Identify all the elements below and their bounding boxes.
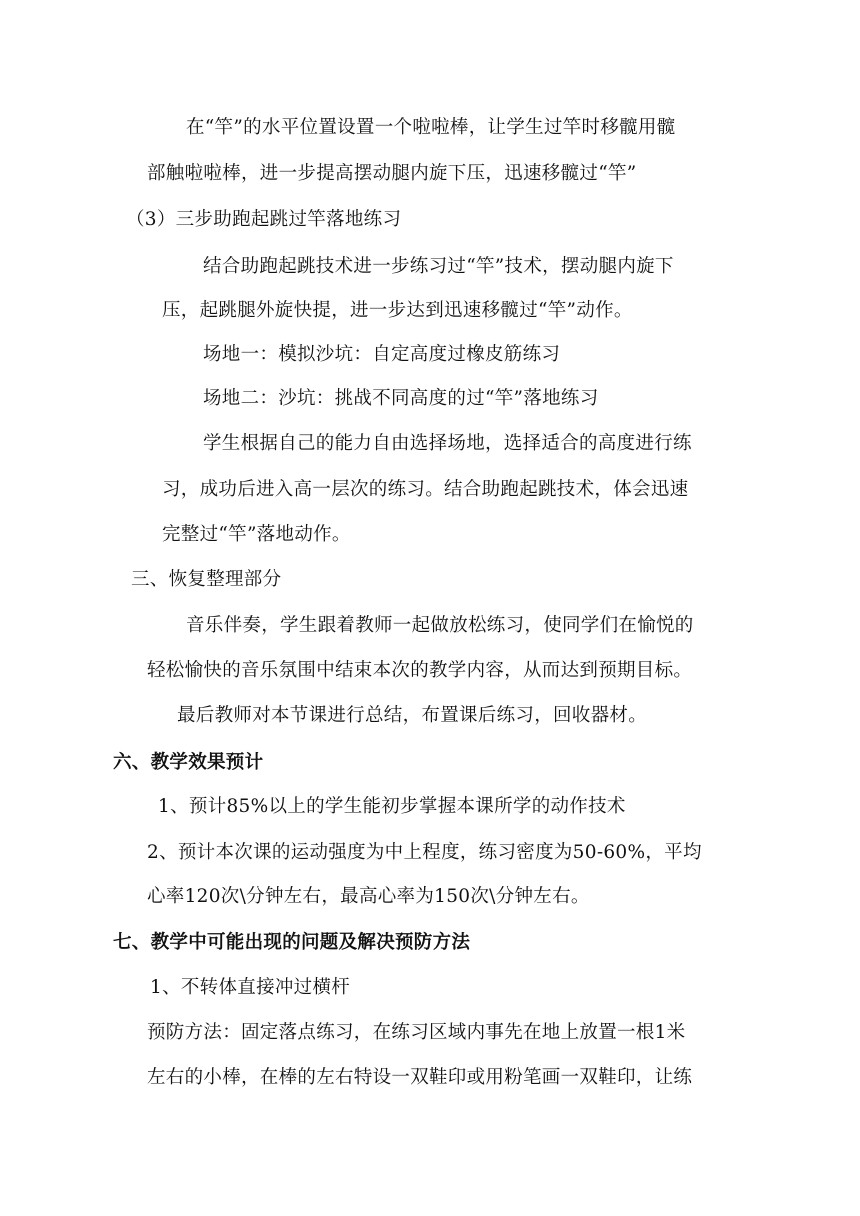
section-heading-bold: 七、教学中可能出现的问题及解决预防方法 <box>113 932 471 953</box>
paragraph-line: 预防方法：固定落点练习，在练习区域内事先在地上放置一根1米 <box>147 1022 686 1043</box>
paragraph-line: 学生根据自己的能力自由选择场地，选择适合的高度进行练 <box>203 433 692 454</box>
paragraph-line: 结合助跑起跳技术进一步练习过“竿”技术，摆动腿内旋下 <box>203 256 674 277</box>
paragraph-line: 压，起跳腿外旋快提，进一步达到迅速移髋过“竿”动作。 <box>162 300 633 321</box>
section-heading: 三、恢复整理部分 <box>131 569 282 590</box>
list-item: 1、预计85%以上的学生能初步掌握本课所学的动作技术 <box>158 796 626 817</box>
paragraph-line: 部触啦啦棒，进一步提高摆动腿内旋下压，迅速移髋过“竿” <box>147 163 637 184</box>
paragraph-line: 音乐伴奏，学生跟着教师一起做放松练习，使同学们在愉悦的 <box>186 615 694 636</box>
paragraph-line: 心率120次\分钟左右，最高心率为150次\分钟左右。 <box>147 886 590 907</box>
section-heading-bold: 六、教学效果预计 <box>113 752 264 773</box>
paragraph-line: 习，成功后进入高一层次的练习。结合助跑起跳技术，体会迅速 <box>162 479 689 500</box>
paragraph-line: 场地二：沙坑：挑战不同高度的过“竿”落地练习 <box>203 388 599 409</box>
paragraph-line: 最后教师对本节课进行总结，布置课后练习，回收器材。 <box>177 705 648 726</box>
paragraph-line: 左右的小棒，在棒的左右特设一双鞋印或用粉笔画一双鞋印，让练 <box>147 1067 693 1088</box>
paragraph-line: 完整过“竿”落地动作。 <box>162 524 351 545</box>
list-item: 2、预计本次课的运动强度为中上程度，练习密度为50-60%，平均 <box>147 842 702 863</box>
paragraph-line: 在“竿”的水平位置设置一个啦啦棒，让学生过竿时移髋用髋 <box>186 117 676 138</box>
paragraph-line: 场地一：模拟沙坑：自定高度过橡皮筋练习 <box>203 344 561 365</box>
subheading-step: （3）三步助跑起跳过竿落地练习 <box>126 209 402 230</box>
paragraph-line: 轻松愉快的音乐氛围中结束本次的教学内容，从而达到预期目标。 <box>147 660 693 681</box>
list-item: 1、不转体直接冲过横杆 <box>150 977 351 998</box>
